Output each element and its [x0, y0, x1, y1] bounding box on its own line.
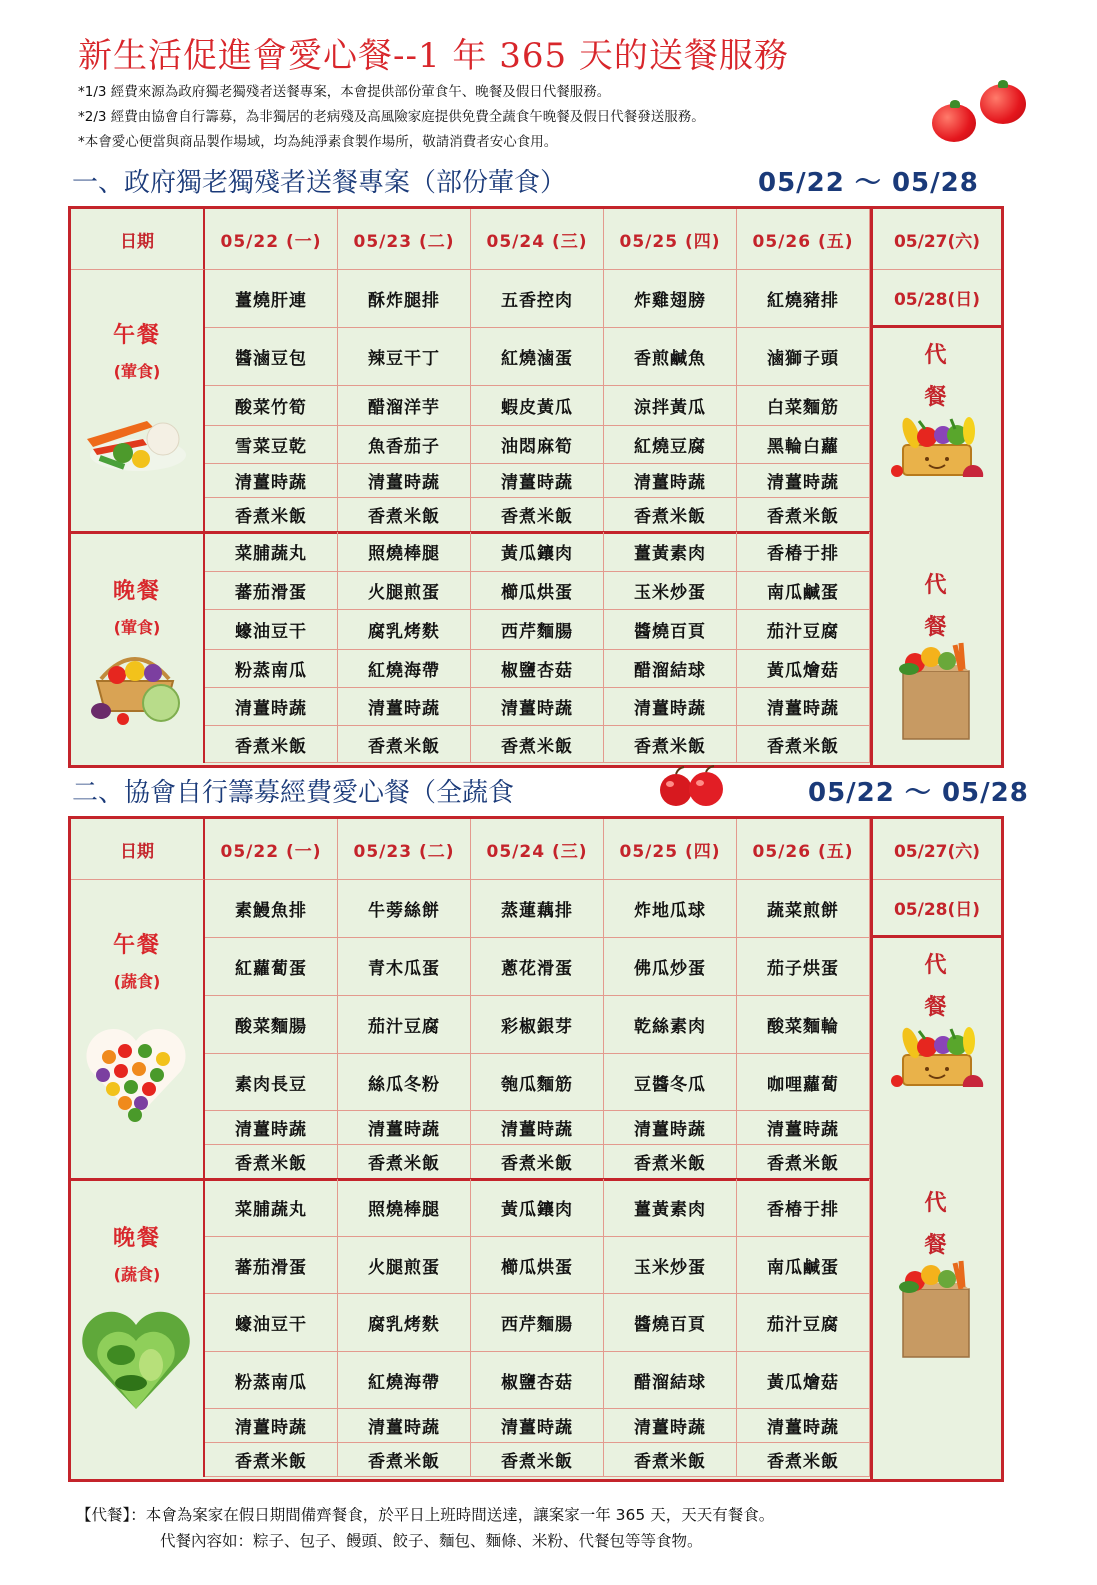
menu-item: 醋溜結球 — [604, 650, 737, 688]
menu-item: 火腿煎蛋 — [338, 572, 471, 610]
vegetable-platter-icon — [83, 409, 193, 485]
lunch-sub-label: (葷食) — [113, 362, 161, 381]
menu-item: 黃瓜鑲肉 — [471, 532, 604, 572]
menu-item: 菜脯蔬丸 — [205, 532, 338, 572]
menu-item: 香煎鹹魚 — [604, 328, 737, 386]
menu-item: 香煮米飯 — [471, 726, 604, 763]
menu-item: 紅燒豬排 — [737, 270, 870, 328]
menu-item: 清薑時蔬 — [338, 1111, 471, 1145]
tomato-icon — [980, 84, 1026, 124]
menu-item: 香椿于排 — [737, 1179, 870, 1237]
apple-icon — [656, 764, 730, 808]
menu-item: 蠔油豆干 — [205, 1294, 338, 1352]
date-label: 日期 — [71, 819, 205, 880]
footer-note — [76, 1502, 774, 1554]
saturday-header: 05/27(六) — [873, 819, 1001, 880]
menu-item: 清薑時蔬 — [604, 1111, 737, 1145]
menu-item: 清薑時蔬 — [205, 464, 338, 498]
day-header: 05/23 (二) — [338, 819, 471, 880]
menu-item: 蝦皮黃瓜 — [471, 386, 604, 426]
menu-item: 清薑時蔬 — [338, 1409, 471, 1443]
dinner-label: 晚餐 — [112, 579, 161, 604]
section1-date-range: 05/22 ～ 05/28 — [758, 168, 979, 198]
menu-item: 香煮米飯 — [205, 1145, 338, 1179]
substitute-char-1: 代 — [924, 343, 947, 368]
substitute-char-2: 餐 — [924, 995, 947, 1020]
menu-item: 香煮米飯 — [471, 1145, 604, 1179]
menu-item: 雪菜豆乾 — [205, 426, 338, 464]
menu-item: 絲瓜冬粉 — [338, 1054, 471, 1111]
menu-item: 茄汁豆腐 — [338, 996, 471, 1054]
grocery-bag-icon — [895, 641, 977, 745]
menu-item: 黃瓜燴菇 — [737, 650, 870, 688]
menu-item: 菜脯蔬丸 — [205, 1179, 338, 1237]
menu-item: 蕃茄滑蛋 — [205, 572, 338, 610]
menu-item: 黃瓜燴菇 — [737, 1352, 870, 1409]
substitute-char-1: 代 — [924, 573, 947, 598]
menu-item: 香煮米飯 — [338, 498, 471, 532]
menu-item: 紅燒滷蛋 — [471, 328, 604, 386]
notes — [78, 80, 705, 155]
note-3: *本會愛心便當與商品製作場域，均為純淨素食製作場所，敬請消費者安心食用。 — [78, 134, 558, 150]
menu-item: 香煮米飯 — [737, 498, 870, 532]
menu-item: 照燒棒腿 — [338, 532, 471, 572]
substitute-meal-label — [870, 1183, 1001, 1267]
menu-item: 涼拌黃瓜 — [604, 386, 737, 426]
menu-item: 咖哩蘿蔔 — [737, 1054, 870, 1111]
menu-item: 蒸蓮藕排 — [471, 880, 604, 938]
menu-item: 南瓜鹹蛋 — [737, 1237, 870, 1294]
menu-item: 清薑時蔬 — [604, 688, 737, 726]
vegetable-heart-icon — [81, 1019, 191, 1133]
menu-item: 香煮米飯 — [205, 1443, 338, 1477]
menu-item: 辣豆干丁 — [338, 328, 471, 386]
menu-item: 清薑時蔬 — [338, 688, 471, 726]
menu-item: 香椿于排 — [737, 532, 870, 572]
menu-item: 彩椒銀芽 — [471, 996, 604, 1054]
dinner-sub-label: (蔬食) — [113, 1265, 161, 1284]
menu-item: 醬燒百頁 — [604, 1294, 737, 1352]
menu-item: 薑黃素肉 — [604, 1179, 737, 1237]
sunday-header: 05/28(日) — [873, 880, 1001, 938]
saturday-header: 05/27(六) — [873, 209, 1001, 270]
menu-item: 香煮米飯 — [471, 1443, 604, 1477]
section1-table — [68, 206, 1004, 768]
menu-item: 清薑時蔬 — [471, 464, 604, 498]
menu-item: 香煮米飯 — [737, 1145, 870, 1179]
section2-heading: 二、協會自行籌募經費愛心餐（全蔬食 — [72, 778, 515, 808]
menu-item: 清薑時蔬 — [471, 688, 604, 726]
weekend-column — [870, 819, 1001, 1479]
menu-item: 乾絲素肉 — [604, 996, 737, 1054]
section1-heading: 一、政府獨老獨殘者送餐專案（部份葷食） — [72, 168, 567, 198]
menu-item: 青木瓜蛋 — [338, 938, 471, 996]
menu-item: 南瓜鹹蛋 — [737, 572, 870, 610]
menu-item: 玉米炒蛋 — [604, 1237, 737, 1294]
footer-line-1: 【代餐】：本會為案家在假日期間備齊餐食，於平日上班時間送達，讓案家一年 365 天，天天有餐食。 — [76, 1506, 775, 1524]
day-header: 05/23 (二) — [338, 209, 471, 270]
menu-item: 清薑時蔬 — [604, 464, 737, 498]
menu-item: 清薑時蔬 — [471, 1409, 604, 1443]
menu-item: 清薑時蔬 — [205, 688, 338, 726]
dinner-sub-label: (葷食) — [113, 618, 161, 637]
menu-item: 薑燒肝連 — [205, 270, 338, 328]
menu-item: 薑黃素肉 — [604, 532, 737, 572]
substitute-char-2: 餐 — [924, 615, 947, 640]
menu-item: 炸雞翅膀 — [604, 270, 737, 328]
substitute-char-2: 餐 — [924, 385, 947, 410]
menu-item: 牛蒡絲餅 — [338, 880, 471, 938]
grocery-bag-icon — [895, 1259, 977, 1363]
menu-item: 椒鹽杏菇 — [471, 650, 604, 688]
menu-item: 素肉長豆 — [205, 1054, 338, 1111]
menu-item: 紅燒海帶 — [338, 650, 471, 688]
day-header: 05/26 (五) — [737, 209, 870, 270]
menu-item: 香煮米飯 — [737, 726, 870, 763]
menu-item: 腐乳烤麩 — [338, 1294, 471, 1352]
day-header: 05/26 (五) — [737, 819, 870, 880]
menu-item: 醬滷豆包 — [205, 328, 338, 386]
menu-item: 匏瓜麵筋 — [471, 1054, 604, 1111]
day-header: 05/22 (一) — [205, 209, 338, 270]
menu-item: 酸菜竹筍 — [205, 386, 338, 426]
menu-item: 清薑時蔬 — [604, 1409, 737, 1443]
menu-item: 香煮米飯 — [604, 726, 737, 763]
substitute-char-1: 代 — [924, 1191, 947, 1216]
menu-item: 香煮米飯 — [338, 1145, 471, 1179]
menu-item: 醋溜結球 — [604, 1352, 737, 1409]
menu-item: 醋溜洋芋 — [338, 386, 471, 426]
substitute-meal-label — [870, 565, 1001, 649]
menu-item: 清薑時蔬 — [205, 1111, 338, 1145]
menu-item: 香煮米飯 — [205, 498, 338, 532]
menu-item: 香煮米飯 — [737, 1443, 870, 1477]
menu-item: 香煮米飯 — [338, 726, 471, 763]
menu-item: 清薑時蔬 — [737, 1111, 870, 1145]
menu-item: 酸菜麵腸 — [205, 996, 338, 1054]
menu-item: 酥炸腿排 — [338, 270, 471, 328]
menu-item: 粉蒸南瓜 — [205, 650, 338, 688]
menu-item: 素鰻魚排 — [205, 880, 338, 938]
footer-line-2: 代餐內容如：粽子、包子、饅頭、餃子、麵包、麵條、米粉、代餐包等等食物。 — [160, 1532, 703, 1550]
menu-item: 滷獅子頭 — [737, 328, 870, 386]
menu-item: 西芹麵腸 — [471, 1294, 604, 1352]
menu-item: 西芹麵腸 — [471, 610, 604, 650]
day-header: 05/22 (一) — [205, 819, 338, 880]
menu-item: 茄汁豆腐 — [737, 1294, 870, 1352]
menu-item: 照燒棒腿 — [338, 1179, 471, 1237]
menu-item: 香煮米飯 — [604, 1443, 737, 1477]
menu-item: 豆醬冬瓜 — [604, 1054, 737, 1111]
day-header: 05/24 (三) — [471, 209, 604, 270]
menu-item: 粉蒸南瓜 — [205, 1352, 338, 1409]
menu-item: 清薑時蔬 — [338, 464, 471, 498]
menu-item: 黃瓜鑲肉 — [471, 1179, 604, 1237]
lunch-label: 午餐 — [112, 323, 161, 348]
section2-table — [68, 816, 1004, 1482]
note-2: *2/3 經費由協會自行籌募，為非獨居的老病殘及高風險家庭提供免費全蔬食午晚餐及假日代餐發送服務。 — [78, 109, 705, 125]
menu-item: 蕃茄滑蛋 — [205, 1237, 338, 1294]
date-label: 日期 — [71, 209, 205, 270]
day-header: 05/25 (四) — [604, 819, 737, 880]
menu-item: 五香控肉 — [471, 270, 604, 328]
menu-item: 紅燒豆腐 — [604, 426, 737, 464]
menu-item: 清薑時蔬 — [737, 464, 870, 498]
menu-item: 茄子烘蛋 — [737, 938, 870, 996]
menu-item: 黑輪白蘿 — [737, 426, 870, 464]
greens-heart-icon — [81, 1305, 191, 1419]
tomato-icon — [932, 104, 976, 142]
menu-item: 清薑時蔬 — [471, 1111, 604, 1145]
menu-item: 酸菜麵輪 — [737, 996, 870, 1054]
menu-item: 白菜麵筋 — [737, 386, 870, 426]
menu-item: 玉米炒蛋 — [604, 572, 737, 610]
menu-item: 魚香茄子 — [338, 426, 471, 464]
vegetable-crate-icon — [889, 1015, 985, 1095]
menu-item: 清薑時蔬 — [737, 1409, 870, 1443]
menu-item: 腐乳烤麩 — [338, 610, 471, 650]
menu-item: 火腿煎蛋 — [338, 1237, 471, 1294]
menu-item: 紅蘿蔔蛋 — [205, 938, 338, 996]
substitute-char-2: 餐 — [924, 1233, 947, 1258]
lunch-sub-label: (蔬食) — [113, 972, 161, 991]
section2-date-range: 05/22 ～ 05/28 — [808, 778, 1029, 808]
lunch-label: 午餐 — [112, 933, 161, 958]
menu-item: 香煮米飯 — [471, 498, 604, 532]
menu-item: 香煮米飯 — [604, 1145, 737, 1179]
substitute-char-1: 代 — [924, 953, 947, 978]
menu-item: 醬燒百頁 — [604, 610, 737, 650]
sunday-header: 05/28(日) — [873, 270, 1001, 328]
menu-item: 炸地瓜球 — [604, 880, 737, 938]
dinner-label: 晚餐 — [112, 1226, 161, 1251]
day-header: 05/25 (四) — [604, 209, 737, 270]
menu-item: 香煮米飯 — [338, 1443, 471, 1477]
menu-item: 櫛瓜烘蛋 — [471, 572, 604, 610]
menu-item: 茄汁豆腐 — [737, 610, 870, 650]
lunch-label-cell — [71, 270, 205, 532]
day-header: 05/24 (三) — [471, 819, 604, 880]
menu-item: 紅燒海帶 — [338, 1352, 471, 1409]
menu-item: 清薑時蔬 — [737, 688, 870, 726]
menu-item: 椒鹽杏菇 — [471, 1352, 604, 1409]
menu-item: 蔥花滑蛋 — [471, 938, 604, 996]
menu-item: 香煮米飯 — [604, 498, 737, 532]
vegetable-crate-icon — [889, 405, 985, 485]
menu-item: 櫛瓜烘蛋 — [471, 1237, 604, 1294]
vegetable-basket-icon — [87, 641, 183, 731]
menu-item: 清薑時蔬 — [205, 1409, 338, 1443]
note-1: *1/3 經費來源為政府獨老獨殘者送餐專案，本會提供部份葷食午、晚餐及假日代餐服務。 — [78, 84, 611, 100]
page-title: 新生活促進會愛心餐--1 年 365 天的送餐服務 — [78, 36, 789, 76]
menu-item: 蠔油豆干 — [205, 610, 338, 650]
menu-item: 佛瓜炒蛋 — [604, 938, 737, 996]
menu-item: 蔬菜煎餅 — [737, 880, 870, 938]
menu-item: 香煮米飯 — [205, 726, 338, 763]
menu-item: 油悶麻筍 — [471, 426, 604, 464]
